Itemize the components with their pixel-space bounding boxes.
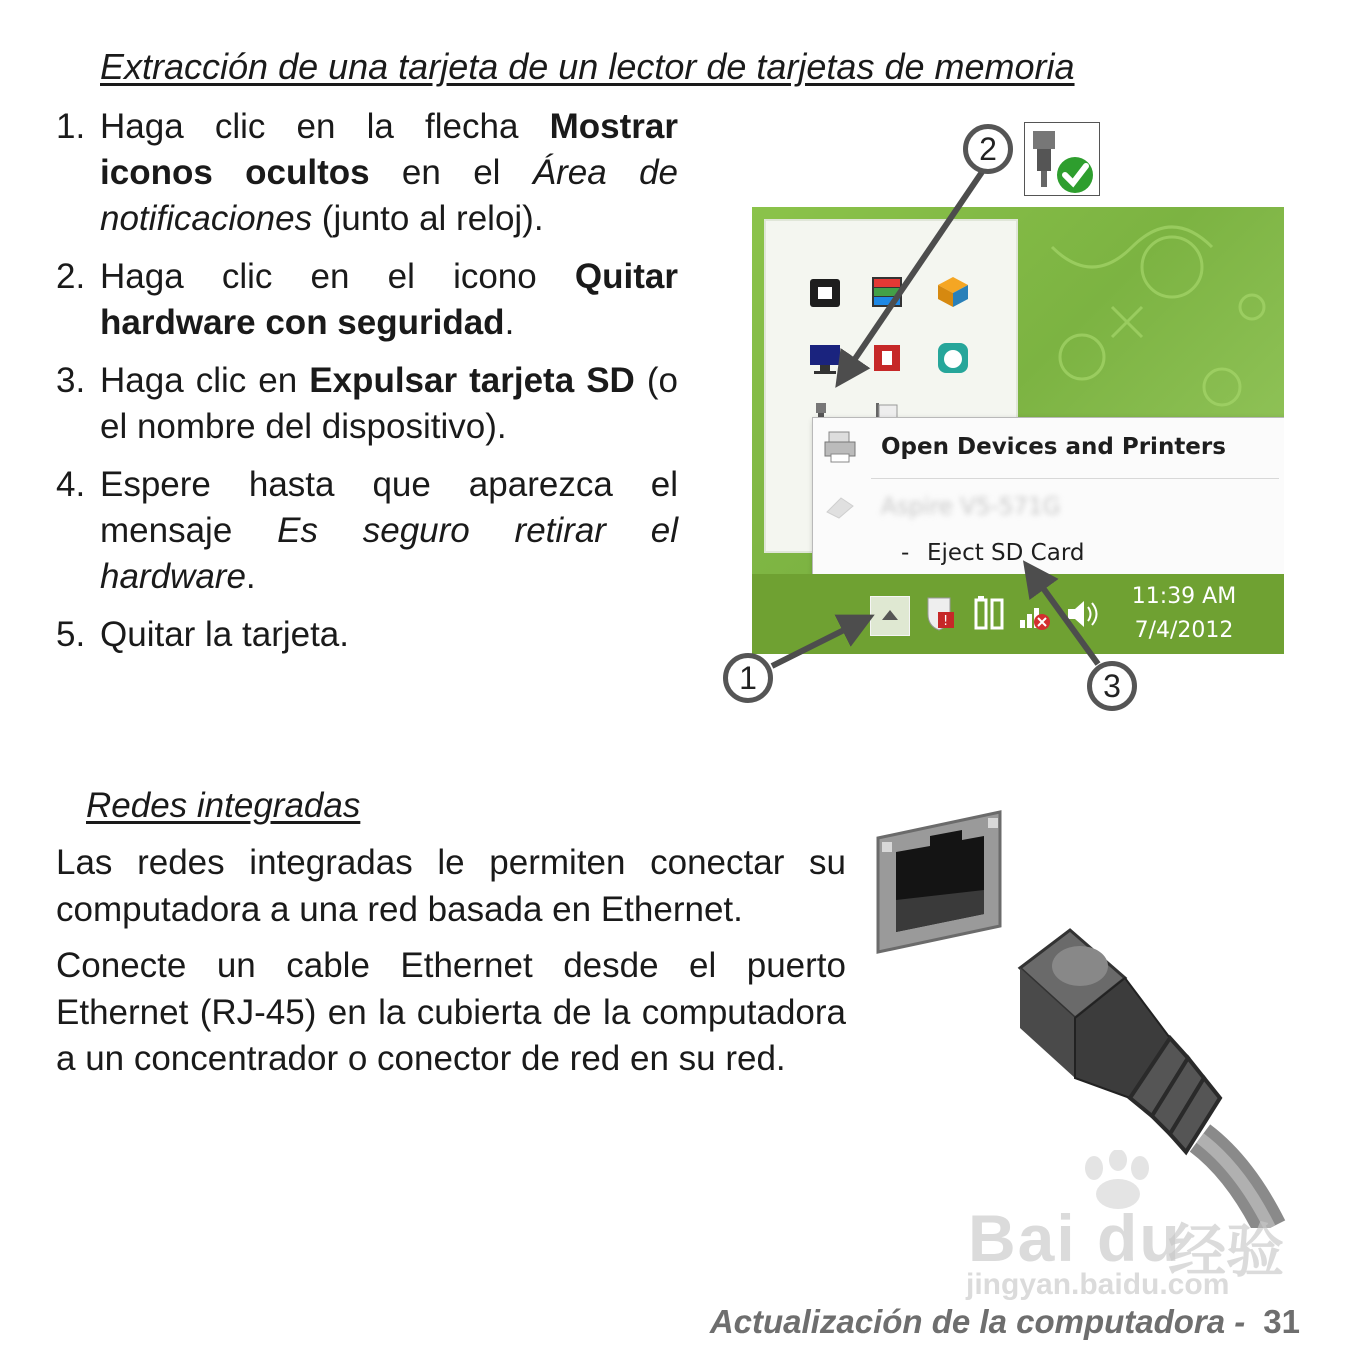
- step-text: .: [504, 303, 515, 342]
- step-bold-text: Mostrar iconos ocultos: [100, 107, 678, 192]
- page-footer: [710, 1303, 1300, 1341]
- step-text: Quitar la tarjeta.: [100, 615, 349, 654]
- clock-time: 11:39 AM: [1131, 584, 1237, 609]
- baidu-watermark-chinese: 经验: [1168, 1219, 1285, 1284]
- section-heading-networking: Redes integradas: [86, 786, 361, 825]
- step-text: Espere hasta que aparezca el mensaje: [100, 465, 678, 550]
- menu-eject-sd-card[interactable]: Eject SD Card: [927, 540, 1085, 566]
- baidu-watermark-brand: Bai du: [968, 1201, 1182, 1275]
- callout-1: 1: [723, 653, 773, 703]
- clock-date: 7/4/2012: [1134, 618, 1234, 643]
- menu-open-devices-and-printers[interactable]: Open Devices and Printers: [881, 434, 1226, 460]
- step-number: 4.: [56, 465, 86, 504]
- section-heading-memory-card: Extracción de una tarjeta de un lector de tarjetas de memoria: [100, 46, 1075, 87]
- step-text: en el: [369, 153, 533, 192]
- step-number: 5.: [56, 615, 86, 654]
- footer-title: Actualización de la computadora -: [709, 1303, 1246, 1340]
- step-text: Haga clic en el icono: [100, 257, 575, 296]
- arrow-2: [842, 172, 982, 378]
- step-bold-text: Quitar hardware con seguridad: [100, 257, 678, 342]
- callout-3: 3: [1087, 661, 1137, 711]
- arrow-1: [772, 620, 864, 666]
- menu-device-name: Aspire V5-571G: [881, 494, 1061, 520]
- svg-text:!: !: [943, 614, 949, 629]
- step-text: (o el nombre del dispositivo).: [100, 361, 678, 446]
- step-italic-text: Es seguro retirar el hardware: [100, 511, 678, 596]
- step-text: Haga clic en la flecha: [100, 107, 550, 146]
- page-number: 31: [1263, 1303, 1300, 1340]
- callout-2: 2: [963, 124, 1013, 174]
- step-text: .: [245, 557, 256, 596]
- networking-paragraph-1: Las redes integradas le permiten conectar su computadora a una red basada en Ethernet.: [56, 843, 846, 929]
- step-text: Haga clic en: [100, 361, 310, 400]
- step-number: 2.: [56, 257, 86, 296]
- networking-paragraph-2: Conecte un cable Ethernet desde el puerto Ethernet (RJ-45) en la cubierta de la computadora a un concentrador o conector de red en su red.: [56, 946, 846, 1078]
- step-number: 1.: [56, 107, 86, 146]
- step-number: 3.: [56, 361, 86, 400]
- step-bold-text: Expulsar tarjeta SD: [309, 361, 635, 400]
- step-text: (junto al reloj).: [312, 199, 544, 238]
- step-italic-text: Área de notificaciones: [100, 153, 678, 238]
- arrow-3: [1030, 570, 1098, 664]
- baidu-watermark-url: jingyan.baidu.com: [966, 1268, 1230, 1301]
- menu-dash: -: [901, 540, 910, 566]
